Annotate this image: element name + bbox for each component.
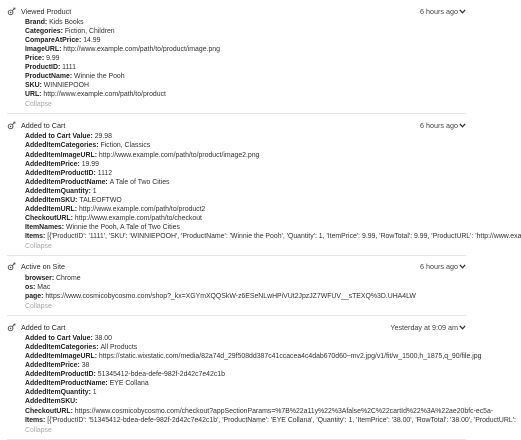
- property-key: AddedItemPrice: [25, 362, 78, 370]
- property-value: Kids Books: [49, 19, 84, 26]
- property-separator: :: [77, 160, 82, 168]
- property-value: 51345412-bdea-defe-982f-2d42c7e42c1b: [97, 371, 225, 379]
- event-header: [7, 6, 466, 16]
- collapse-link[interactable]: Collapse: [25, 426, 52, 434]
- property-separator: :: [105, 380, 110, 388]
- property-separator: :: [69, 73, 75, 81]
- property-key: AddedItemSKU: [25, 196, 76, 204]
- property-key: AddedItemProductID: [25, 371, 94, 379]
- property-separator: :: [96, 142, 101, 150]
- collapse-link[interactable]: Collapse: [25, 101, 52, 109]
- event-item: [7, 316, 516, 439]
- property-value: http://www.example.com/path/to/checkout: [74, 214, 202, 222]
- property-separator: :: [105, 178, 110, 186]
- property-row: [25, 407, 494, 416]
- property-value: TALEOFTWO: [79, 196, 122, 204]
- property-value: Mac: [37, 284, 51, 292]
- property-row: [25, 214, 466, 223]
- property-value: 1112: [97, 169, 113, 177]
- event-title: Viewed Product: [21, 6, 72, 16]
- property-separator: :: [33, 284, 38, 292]
- property-row: [25, 90, 466, 99]
- chevron-down-icon[interactable]: [458, 322, 466, 332]
- property-key: ProductID: [25, 64, 58, 72]
- property-row: [25, 343, 466, 352]
- property-value: WINNIEPOOH: [43, 82, 89, 90]
- property-separator: :: [70, 407, 75, 415]
- property-key: page: [25, 293, 42, 301]
- event-type-icon: [7, 6, 19, 16]
- property-row: [25, 151, 466, 160]
- property-row: [25, 232, 521, 241]
- property-separator: :: [74, 205, 79, 213]
- property-key: AddedItemPrice: [25, 160, 78, 168]
- property-separator: :: [61, 223, 66, 231]
- property-key: AddedItemProductID: [25, 169, 94, 177]
- property-value: Fiction, Classics: [100, 142, 151, 150]
- property-value: Chrome: [56, 274, 81, 282]
- property-value: 38: [81, 362, 90, 370]
- property-row: [25, 388, 466, 397]
- property-row: [25, 132, 466, 141]
- collapse-link[interactable]: Collapse: [25, 303, 52, 311]
- property-separator: :: [70, 214, 75, 222]
- property-key: AddedItemProductName: [25, 178, 106, 186]
- property-key: AddedItemCategories: [25, 142, 97, 150]
- property-value: https://www.cosmicobycosmo.com/shop?_kx=XGYmXQQSkW-z6ESeNLwHPiVUt2JpzJZ7WFUV__sTEXQ%3D.UHA4LW: [45, 293, 416, 301]
- property-row: [25, 141, 466, 150]
- property-key: CompareAtPrice: [25, 37, 79, 45]
- property-key: CheckoutURL: [25, 214, 71, 222]
- property-key: AddedItemSKU: [25, 398, 76, 406]
- property-key: URL: [25, 91, 40, 99]
- property-row: [25, 397, 466, 406]
- property-row: [25, 283, 466, 292]
- property-separator: :: [39, 82, 44, 90]
- property-separator: :: [96, 344, 101, 352]
- event-type-icon: [7, 120, 19, 130]
- property-key: Items: [25, 416, 44, 424]
- property-separator: :: [59, 46, 64, 54]
- event-properties: [7, 16, 466, 99]
- property-key: os: [25, 284, 34, 292]
- property-row: [25, 292, 466, 301]
- chevron-down-icon[interactable]: [458, 262, 466, 272]
- property-separator: :: [44, 19, 50, 26]
- property-row: [25, 54, 466, 63]
- property-key: AddedItemImageURL: [25, 353, 95, 361]
- property-separator: :: [90, 335, 95, 343]
- event-timestamp: 6 hours ago: [420, 120, 458, 130]
- property-separator: :: [94, 151, 99, 159]
- event-item: [7, 114, 521, 256]
- event-title: Added to Cart: [21, 322, 66, 332]
- property-value: 1: [92, 187, 97, 195]
- property-row: [25, 205, 466, 214]
- property-separator: :: [90, 133, 95, 141]
- chevron-down-icon[interactable]: [458, 6, 466, 16]
- property-separator: :: [60, 28, 65, 36]
- property-value: EYE Collana: [109, 380, 149, 388]
- property-key: AddedItemImageURL: [25, 151, 95, 159]
- property-row: [25, 361, 466, 370]
- property-separator: :: [93, 169, 98, 177]
- event-properties: [7, 332, 516, 424]
- property-value: 1: [92, 389, 97, 397]
- property-key: SKU: [25, 82, 40, 90]
- property-key: AddedItemProductName: [25, 380, 106, 388]
- property-row: [25, 379, 466, 388]
- property-value: http://www.example.com/path/to/product2: [78, 205, 206, 213]
- property-separator: :: [51, 274, 57, 282]
- property-value: 14.99: [83, 37, 101, 45]
- property-separator: :: [41, 293, 46, 301]
- property-value: https://www.cosmicobycosmo.com/checkout?appSectionParams=%7B%22a11y%22%3Afalse%2C%22cartId%22%3A%22ae20bfc-ec5a-: [74, 407, 494, 415]
- property-value: [{'ProductID': '1111', 'SKU': 'WINNIEPOOH', 'ProductName': 'Winnie the Pooh', 'Quantity': 1, 'ItemPrice': 9.99, 'RowTotal': 9.99, 'ProductURL': 'http://www.exa: [47, 232, 521, 240]
- event-item: [7, 0, 466, 114]
- event-timestamp: 6 hours ago: [420, 6, 458, 16]
- property-value: A Tale of Two Cities: [109, 178, 170, 186]
- property-separator: :: [93, 371, 98, 379]
- property-key: AddedItemURL: [25, 205, 75, 213]
- event-type-icon: [7, 322, 19, 332]
- property-row: [25, 370, 466, 379]
- event-properties: [7, 130, 521, 241]
- property-separator: :: [75, 196, 80, 204]
- property-row: [25, 223, 466, 232]
- property-value: Fiction, Children: [64, 28, 115, 36]
- property-value: http://www.example.com/path/to/product/image2.png: [98, 151, 260, 159]
- event-timestamp: Yesterday at 9:09 am: [390, 322, 458, 332]
- property-separator: :: [43, 416, 48, 424]
- property-row: [25, 27, 466, 36]
- property-row: [25, 72, 466, 81]
- property-row: [25, 352, 482, 361]
- property-row: [25, 81, 466, 90]
- property-separator: :: [77, 362, 82, 370]
- property-row: [25, 18, 466, 27]
- event-header: [7, 262, 466, 272]
- property-row: [25, 169, 466, 178]
- collapse-link[interactable]: Collapse: [25, 242, 52, 250]
- property-value: All Products: [100, 344, 138, 352]
- property-value: Winnie the Pooh, A Tale of Two Cities: [66, 223, 180, 231]
- property-separator: :: [43, 232, 48, 240]
- property-key: CheckoutURL: [25, 407, 71, 415]
- property-key: Price: [25, 55, 42, 63]
- property-key: browser: [25, 274, 52, 282]
- property-value: https://static.wixstatic.com/media/82a74d_29f508dd387c41ccacea4c4dab670d60~mv2.jpg/v1/fit/w_1500,h_1875,q_90/file.jpg: [98, 353, 482, 361]
- property-value: 29.98: [94, 133, 112, 141]
- chevron-down-icon[interactable]: [458, 120, 466, 130]
- property-row: [25, 274, 466, 283]
- property-key: AddedItemCategories: [25, 344, 97, 352]
- property-separator: :: [39, 91, 44, 99]
- property-key: ProductName: [25, 73, 70, 81]
- property-separator: :: [79, 37, 84, 45]
- property-separator: :: [75, 398, 78, 406]
- property-row: [25, 45, 466, 54]
- event-header: [7, 322, 466, 332]
- event-item: [7, 256, 466, 316]
- event-header: [7, 120, 466, 130]
- property-row: [25, 334, 466, 343]
- property-key: Added to Cart Value: [25, 133, 91, 141]
- property-row: [25, 416, 516, 425]
- event-timestamp: 6 hours ago: [420, 262, 458, 272]
- event-properties: [7, 272, 466, 301]
- event-title: Added to Cart: [21, 120, 66, 130]
- property-key: Brand: [25, 19, 45, 26]
- property-row: [25, 196, 466, 205]
- property-row: [25, 187, 466, 196]
- property-separator: :: [94, 353, 99, 361]
- property-separator: :: [41, 55, 47, 63]
- property-key: Categories: [25, 28, 61, 36]
- property-value: http://www.example.com/path/to/product: [43, 91, 166, 99]
- property-key: ItemNames: [25, 223, 62, 231]
- property-separator: :: [88, 389, 93, 397]
- property-row: [25, 63, 466, 72]
- property-row: [25, 178, 466, 187]
- property-value: 1111: [62, 64, 76, 72]
- property-row: [25, 36, 466, 45]
- property-key: AddedItemQuantity: [25, 187, 89, 195]
- property-key: Items: [25, 232, 44, 240]
- property-value: 19.99: [81, 160, 99, 168]
- property-value: [{'ProductID': '51345412-bdea-defe-982f-2d42c7e42c1b', 'ProductName': 'EYE Collana', 'Quantity': 1, 'ItemPrice': '38.00', 'RowTotal': '38.00', 'ProductURL':: [47, 416, 516, 424]
- property-key: Added to Cart Value: [25, 335, 91, 343]
- event-type-icon: [7, 262, 19, 272]
- property-value: Winnie the Pooh: [74, 73, 125, 81]
- property-value: http://www.example.com/path/to/product/image.png: [63, 46, 220, 54]
- property-separator: :: [57, 64, 63, 72]
- property-key: ImageURL: [25, 46, 60, 54]
- property-key: AddedItemQuantity: [25, 389, 89, 397]
- property-row: [25, 160, 466, 169]
- property-value: 9.99: [46, 55, 60, 63]
- event-title: Active on Site: [21, 262, 65, 272]
- property-value: 38.00: [94, 335, 112, 343]
- property-separator: :: [88, 187, 93, 195]
